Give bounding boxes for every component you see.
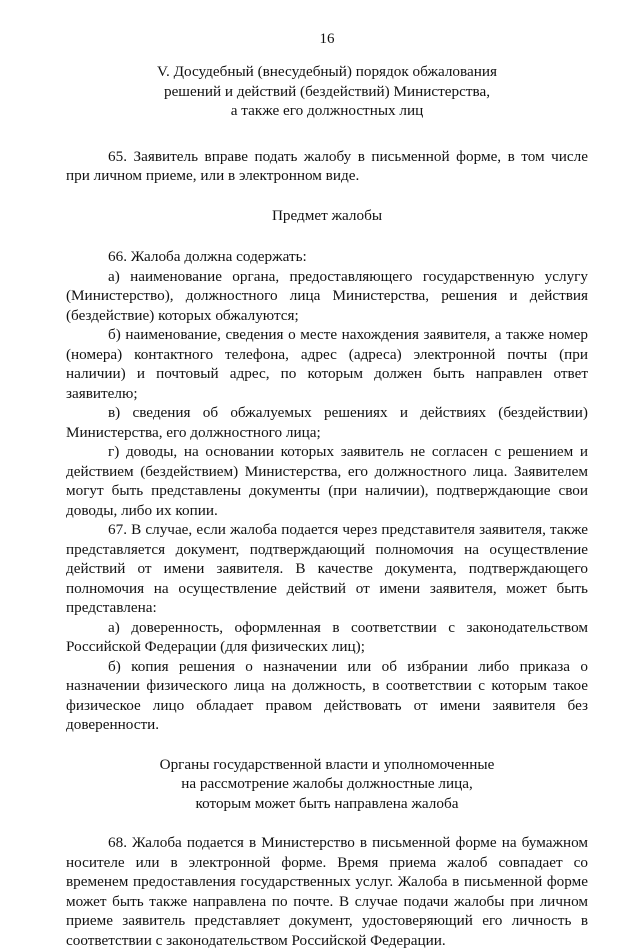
section-heading-line: а также его должностных лиц — [230, 102, 424, 119]
authorities-heading-line: Органы государственной власти и уполномоченные — [159, 755, 495, 773]
page-number: 16 — [319, 31, 335, 47]
section-heading-line: решений и действий (бездействий) Министерства, — [163, 82, 491, 100]
section-heading — [66, 62, 588, 121]
authorities-heading-line: которым может быть направлена жалоба — [195, 794, 459, 812]
paragraph-66-item-g: г) доводы, на основании которых заявитель не согласен с решением и действием (бездействием) Министерства, его должностного лица. Заявителем могут быть представлены документы (при наличии), подтверждающие свои доводы, либо их копии. — [66, 443, 588, 519]
section-heading-line: V. Досудебный (внесудебный) порядок обжалования — [157, 63, 497, 80]
document-page — [66, 30, 588, 950]
paragraph-67-intro: 67. В случае, если жалоба подается через представителя заявителя, также представляется документ, подтверждающий полномочия на осуществление действий от имени заявителя. В качестве документа, подтверждающего полномочия на осуществление действий от имени заявителя, может быть представлена: — [66, 521, 588, 616]
authorities-heading — [66, 755, 588, 814]
authorities-heading-line: на рассмотрение жалобы должностные лица, — [181, 775, 473, 792]
paragraph-67-item-b: б) копия решения о назначении или об избрании либо приказа о назначении физического лица на должность, в соответствии с которым такое физическое лицо обладает правом действовать от имени заявителя без доверенности. — [66, 657, 588, 733]
paragraph-66-item-v: в) сведения об обжалуемых решениях и действиях (бездействии) Министерства, его должностного лица; — [66, 404, 588, 441]
paragraph-66-item-a: а) наименование органа, предоставляющего государственную услугу (Министерство), должностного лица Министерства, решения и действия (бездействие) которых обжалуются; — [66, 267, 588, 324]
subject-heading: Предмет жалобы — [271, 206, 383, 224]
paragraph-66-intro: 66. Жалоба должна содержать: — [108, 248, 307, 265]
paragraph-67-item-a: а) доверенность, оформленная в соответствии с законодательством Российской Федерации (для физических лиц); — [66, 618, 588, 655]
paragraph-68: 68. Жалоба подается в Министерство в письменной форме на бумажном носителе или в электронной форме. Время приема жалоб совпадает со временем предоставления государственных услуг. Жалоба в письменной форме может быть также направлена по почте. В случае подачи жалобы при личном приеме заявитель представляет документ, удостоверяющий его личность в соответствии с законодательством Российской Федерации. — [66, 834, 588, 949]
paragraph-66-item-b: б) наименование, сведения о месте нахождения заявителя, а также номер (номера) контактного телефона, адрес (адреса) электронной почты (при наличии) и почтовый адрес, по которым должен быть направлен ответ заявителю; — [66, 326, 588, 402]
paragraph-65: 65. Заявитель вправе подать жалобу в письменной форме, в том числе при личном приеме, или в электронном виде. — [66, 147, 588, 184]
